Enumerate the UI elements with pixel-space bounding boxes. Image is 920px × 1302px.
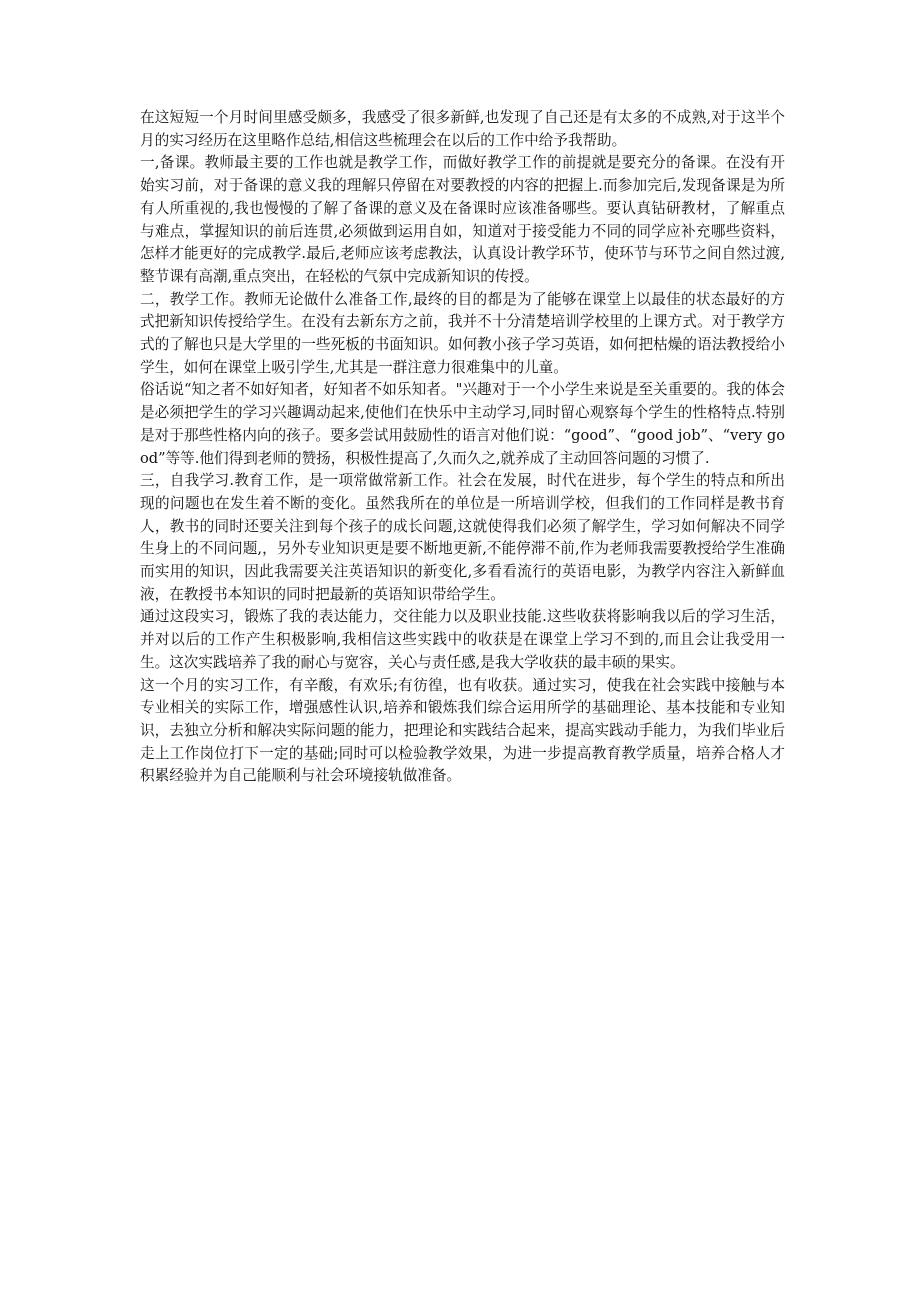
- paragraph-interest: 俗话说“知之者不如好知者，好知者不如乐知者。"兴趣对于一个小学生来说是至关重要的。我的体会是必须把学生的学习兴趣调动起来,使他们在快乐中主动学习,同时留心观察每个学生的性格特点.特别是对于那些性格内向的孩子。要多尝试用鼓励性的语言对他们说：“good”、“good job”、“very good”等等.他们得到老师的赞扬，积极性提高了,久而久之,就养成了主动回答问题的习惯了.: [140, 381, 785, 467]
- paragraph-self-study: 三，自我学习.教育工作，是一项常做常新工作。社会在发展，时代在进步，每个学生的特点和所出现的问题也在发生着不断的变化。虽然我所在的单位是一所培训学校，但我们的工作同样是教书育人，教书的同时还要关注到每个孩子的成长问题,这就使得我们必须了解学生，学习如何解决不同学生身上的不同问题,，另外专业知识更是要不断地更新,不能停滞不前,作为老师我需要教授给学生准确而实用的知识，因此我需要关注英语知识的新变化,多看看流行的英语电影，为教学内容注入新鲜血液，在教授书本知识的同时把最新的英语知识带给学生。: [140, 472, 785, 603]
- paragraph-gains: 通过这段实习，锻炼了我的表达能力，交往能力以及职业技能.这些收获将影响我以后的学习生活，并对以后的工作产生积极影响,我相信这些实践中的收获是在课堂上学习不到的,而且会让我受用一生。这次实践培养了我的耐心与宽容，关心与责任感,是我大学收获的最丰硕的果实。: [140, 608, 785, 671]
- paragraph-conclusion: 这一个月的实习工作，有辛酸，有欢乐;有彷徨，也有收获。通过实习，使我在社会实践中接触与本专业相关的实际工作，增强感性认识,培养和锻炼我们综合运用所学的基础理论、基本技能和专业知识，去独立分析和解决实际问题的能力，把理论和实践结合起来，提高实践动手能力，为我们毕业后走上工作岗位打下一定的基础;同时可以检验教学效果，为进一步提高教育教学质量，培养合格人才积累经验并为自己能顺利与社会环境接轨做准备。: [140, 676, 785, 785]
- document-body: [140, 107, 785, 788]
- paragraph-teaching-work: 二，教学工作。教师无论做什么准备工作,最终的目的都是为了能够在课堂上以最佳的状态最好的方式把新知识传授给学生。在没有去新东方之前，我并不十分清楚培训学校里的上课方式。对于教学方式的了解也只是大学里的一些死板的书面知识。如何教小孩子学习英语，如何把枯燥的语法教授给小学生，如何在课堂上吸引学生,尤其是一群注意力很难集中的儿童。: [140, 290, 785, 376]
- paragraph-intro: 在这短短一个月时间里感受颇多，我感受了很多新鲜,也发现了自己还是有太多的不成熟,对于这半个月的实习经历在这里略作总结,相信这些梳理会在以后的工作中给予我帮助。: [140, 109, 785, 149]
- paragraph-lesson-prep: 一,备课。教师最主要的工作也就是教学工作，而做好教学工作的前提就是要充分的备课。在没有开始实习前，对于备课的意义我的理解只停留在对要教授的内容的把握上.而参加完后,发现备课是为所有人所重视的,我也慢慢的了解了备课的意义及在备课时应该准备哪些。要认真钻研教材，了解重点与难点，掌握知识的前后连贯,必须做到运用自如，知道对于接受能力不同的同学应补充哪些资料，怎样才能更好的完成教学.最后,老师应该考虑教法，认真设计教学环节，使环节与环节之间自然过渡,整节课有高潮,重点突出，在轻松的气氛中完成新知识的传授。: [140, 154, 785, 285]
